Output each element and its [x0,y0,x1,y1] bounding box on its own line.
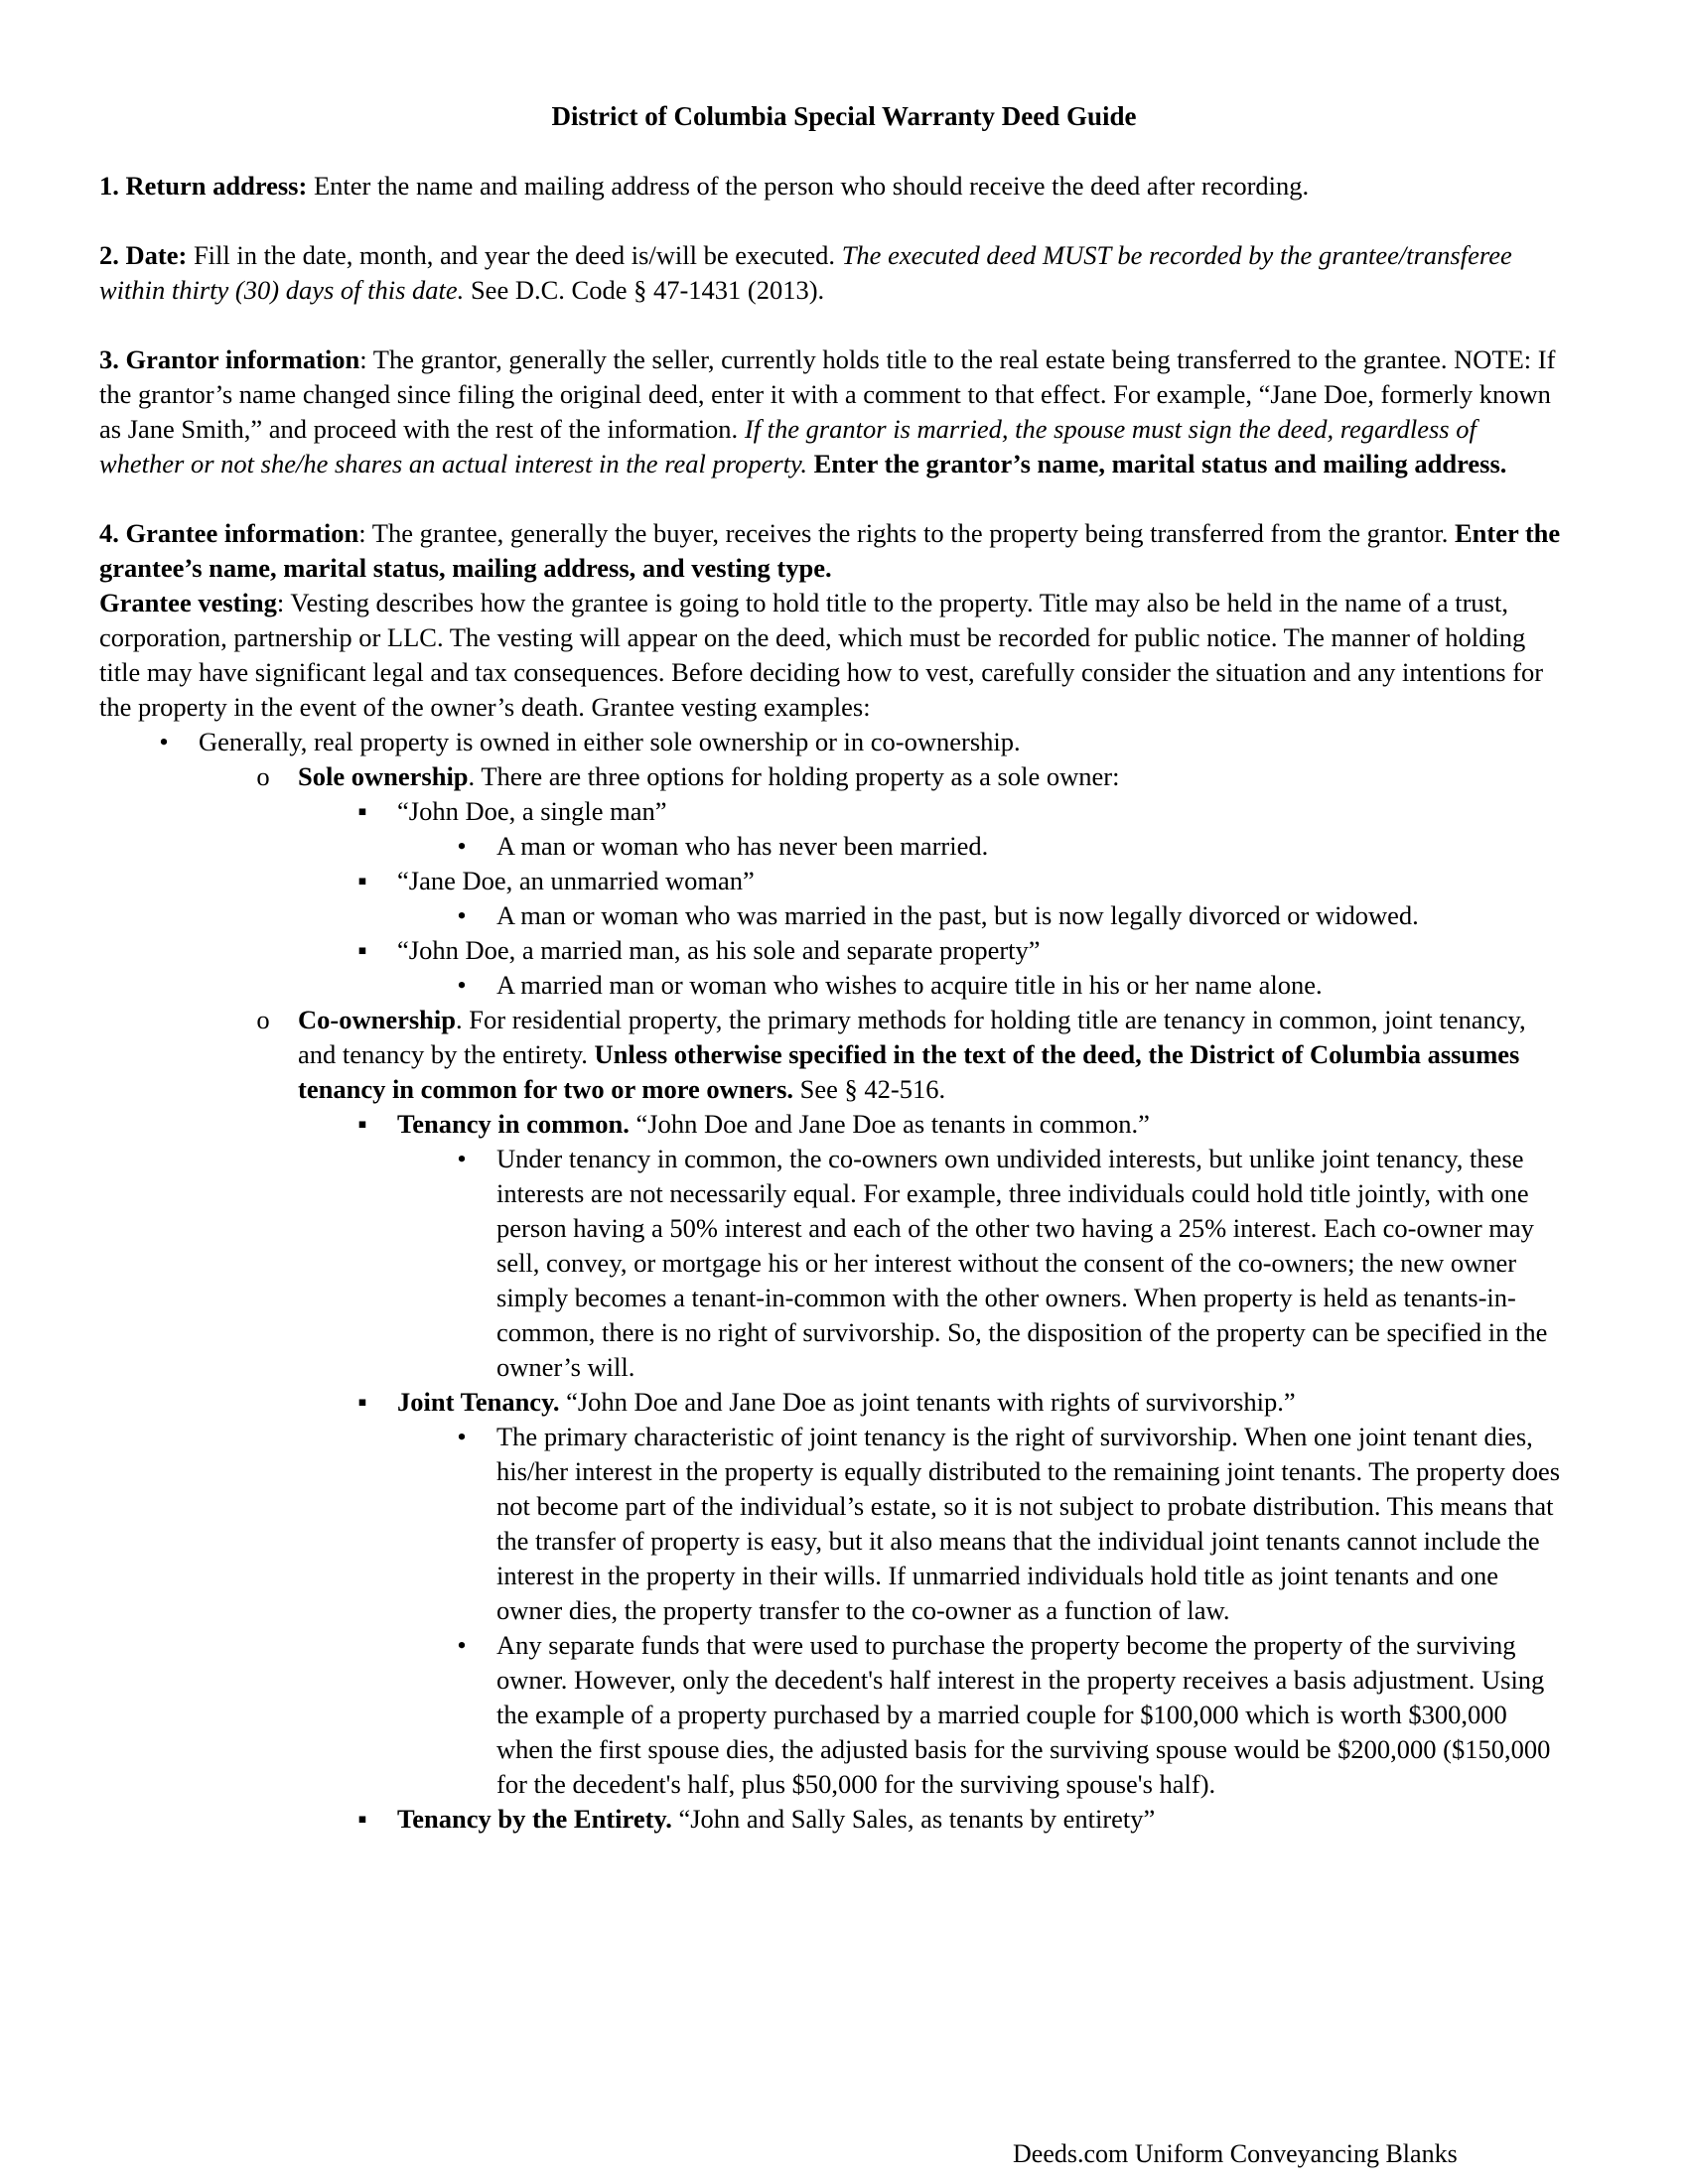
vesting-heading: Grantee vesting [99,588,277,617]
section-heading: 4. Grantee information [99,518,359,548]
list-item: • A man or woman who was married in the past, but is now legally divorced or widowed. [99,898,1564,933]
bullet-square-icon: ▪ [357,1387,367,1417]
bullet-dot-icon: • [457,970,467,1000]
bullet-circle-icon: o [256,1005,270,1034]
page-footer: Deeds.com Uniform Conveyancing Blanks [1013,2139,1458,2168]
list-item: • A man or woman who has never been married. [99,829,1564,864]
section-date [99,238,1564,308]
bullet-square-icon: ▪ [357,1804,367,1834]
list-item: ▪ “John Doe, a married man, as his sole and separate property” [99,933,1564,968]
section-heading: 1. Return address: [99,171,308,201]
list-item: ▪ “John Doe, a single man” [99,794,1564,829]
bullet-square-icon: ▪ [357,796,367,826]
section-heading: 3. Grantor information [99,344,360,374]
section-grantee-information [99,516,1564,586]
list-item: • Under tenancy in common, the co-owners own undivided interests, but unlike joint tenancy, these interests are not necessarily equal. For example, three individuals could hold title jointly, with one person having a 50% interest and each of the other two having a 25% interest. Each co-owner may sell, convey, or mortgage his or her interest without the consent of the co-owners; the new owner simply becomes a tenant-in-common with the other owners. When property is held as tenants-in-common, there is no right of survivorship. So, the disposition of the property can be specified in the owner’s will. [99,1142,1564,1385]
list-item-sole-ownership: o Sole ownership. There are three options for holding property as a sole owner: [99,759,1564,794]
guide-body [99,169,1564,1837]
bullet-dot-icon: • [457,1630,467,1660]
vesting-examples-list [99,725,1564,1837]
bullet-square-icon: ▪ [357,935,367,965]
section-italic-note: If the grantor is married, the spouse must sign the deed, regardless of whether or not she/he shares an actual interest in the real property. [99,414,1477,478]
list-item-co-ownership: o Co-ownership. For residential property, the primary methods for holding title are tenancy in common, joint tenancy, and tenancy by the entirety. Unless otherwise specified in the text of the deed, the District of Columbia assumes tenancy in common for two or more owners. See § 42-516. [99,1003,1564,1107]
list-item-tenancy-in-common: ▪ Tenancy in common. “John Doe and Jane Doe as tenants in common.” [99,1107,1564,1142]
section-text: : The grantor, generally the seller, currently holds title to the real estate being transferred to the grantee. NOTE: If the grantor’s name changed since filing the original deed, enter it with a comment to that effect. For example, “Jane Doe, formerly known as Jane Smith,” and proceed with the rest of the information. [99,344,1556,444]
section-text: Fill in the date, month, and year the deed is/will be executed. [187,240,842,270]
vesting-text: : Vesting describes how the grantee is going to hold title to the property. Title may also be held in the name of a trust, corporation, partnership or LLC. The vesting will appear on the deed, which must be recorded for public notice. The manner of holding title may have significant legal and tax consequences. Before deciding how to vest, carefully consider the situation and any intentions for the property in the event of the owner’s death. Grantee vesting examples: [99,588,1544,722]
section-citation: See D.C. Code § 47-1431 (2013). [464,275,825,305]
section-text: : The grantee, generally the buyer, receives the rights to the property being transferred from the grantor. [358,518,1455,548]
section-italic-note: The executed deed MUST be recorded by the grantee/transferee within thirty (30) days of this date. [99,240,1512,305]
bullet-dot-icon: • [457,900,467,930]
list-item: • A married man or woman who wishes to acquire title in his or her name alone. [99,968,1564,1003]
section-instruction: Enter the grantee’s name, marital status, mailing address, and vesting type. [99,518,1561,583]
section-grantor-information [99,342,1564,481]
bullet-dot-icon: • [457,1422,467,1451]
page-title: District of Columbia Special Warranty Deed Guide [551,101,1137,131]
list-item: • Any separate funds that were used to purchase the property become the property of the surviving owner. However, only the decedent's half interest in the property receives a basis adjustment. Using the example of a property purchased by a married couple for $100,000 which is worth $300,000 when the first spouse dies, the adjusted basis for the surviving spouse would be $200,000 ($150,000 for the decedent's half, plus $50,000 for the surviving spouse's half). [99,1628,1564,1802]
list-item: ▪ “Jane Doe, an unmarried woman” [99,864,1564,898]
section-return-address [99,169,1564,204]
list-item: • The primary characteristic of joint tenancy is the right of survivorship. When one joint tenant dies, his/her interest in the property is equally distributed to the remaining joint tenants. The property does not become part of the individual’s estate, so it is not subject to probate distribution. This means that the transfer of property is easy, but it also means that the individual joint tenants cannot include the interest in the property in their wills. If unmarried individuals hold title as joint tenants and one owner dies, the property transfer to the co-owner as a function of law. [99,1420,1564,1628]
list-item-joint-tenancy: ▪ Joint Tenancy. “John Doe and Jane Doe as joint tenants with rights of survivorship.” [99,1385,1564,1420]
bullet-square-icon: ▪ [357,866,367,895]
section-heading: 2. Date: [99,240,188,270]
bullet-square-icon: ▪ [357,1109,367,1139]
bullet-dot-icon: • [457,831,467,861]
bullet-circle-icon: o [256,761,270,791]
section-text: Enter the name and mailing address of the person who should receive the deed after recording. [307,171,1310,201]
list-item: • Generally, real property is owned in either sole ownership or in co-ownership. [99,725,1564,759]
bullet-dot-icon: • [457,1144,467,1173]
bullet-dot-icon: • [159,727,169,756]
grantee-vesting-paragraph [99,586,1564,725]
list-item-tenancy-by-entirety: ▪ Tenancy by the Entirety. “John and Sally Sales, as tenants by entirety” [99,1802,1564,1837]
section-instruction: Enter the grantor’s name, marital status and mailing address. [806,449,1507,478]
